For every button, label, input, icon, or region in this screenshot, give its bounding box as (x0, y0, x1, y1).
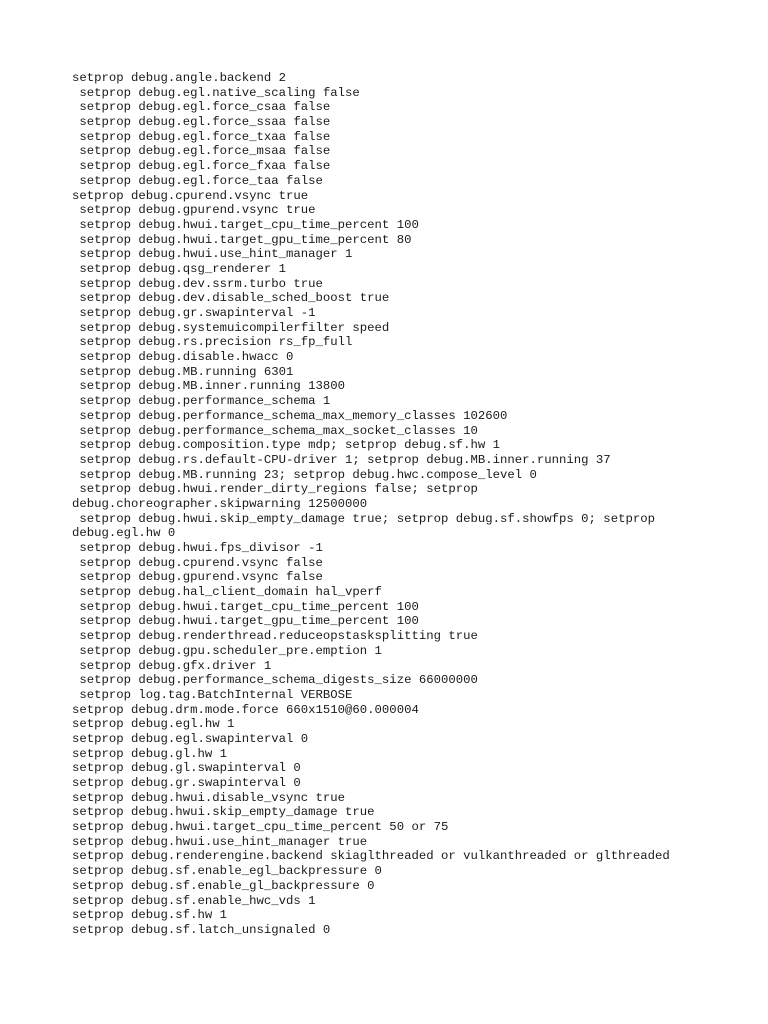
text-line: setprop debug.rs.precision rs_fp_full (72, 335, 353, 350)
text-line: setprop debug.egl.hw 1 (72, 717, 235, 732)
text-line: setprop debug.egl.native_scaling false (72, 85, 360, 100)
text-line: setprop debug.hwui.fps_divisor -1 (72, 541, 323, 555)
text-line: setprop debug.gr.swapinterval 0 (72, 776, 301, 790)
text-line: setprop debug.performance_schema_max_memory_classes 102600 (72, 408, 508, 423)
text-line: setprop debug.renderengine.backend skiaglthreaded or vulkanthreaded or glthreaded (72, 849, 670, 864)
text-line: setprop log.tag.BatchInternal VERBOSE (72, 687, 353, 702)
text-line: setprop debug.sf.latch_unsignaled 0 (72, 922, 331, 937)
text-line: debug.choreographer.skipwarning 12500000 (72, 496, 368, 511)
text-line: setprop debug.MB.running 6301 (72, 364, 294, 379)
text-line: setprop debug.performance_schema 1 (72, 394, 331, 409)
text-line: setprop debug.egl.force_txaa false (72, 129, 331, 144)
text-line: setprop debug.hwui.disable_vsync true (72, 790, 346, 805)
text-line: setprop debug.gl.hw 1 (72, 746, 227, 761)
text-line: setprop debug.sf.enable_hwc_vds 1 (72, 893, 316, 908)
text-line: setprop debug.sf.hw 1 (72, 908, 227, 923)
text-line: setprop debug.performance_schema_digests_size 66000000 (72, 673, 478, 688)
text-line: setprop debug.hal_client_domain hal_vperf (72, 585, 382, 600)
document-page (72, 71, 762, 938)
text-line: setprop debug.egl.force_csaa false (72, 100, 331, 115)
text-line: setprop debug.cpurend.vsync true (72, 188, 309, 203)
text-line: setprop debug.rs.default-CPU-driver 1; setprop debug.MB.inner.running 37 (72, 452, 611, 467)
text-line: setprop debug.egl.force_taa false (72, 173, 323, 188)
text-line: setprop debug.gl.swapinterval 0 (72, 761, 301, 776)
text-line: setprop debug.performance_schema_max_socket_classes 10 (72, 423, 478, 438)
text-line: setprop debug.gpurend.vsync false (72, 570, 323, 585)
text-line: setprop debug.drm.mode.force 660x1510@60.000004 (72, 702, 419, 717)
text-line: setprop debug.MB.inner.running 13800 (72, 379, 346, 394)
text-line: setprop debug.hwui.target_cpu_time_percent 100 (72, 217, 419, 232)
text-line: setprop debug.MB.running 23; setprop debug.hwc.compose_level 0 (72, 467, 537, 482)
text-line: setprop debug.egl.swapinterval 0 (72, 731, 309, 746)
text-line: setprop debug.egl.force_msaa false (72, 144, 331, 159)
text-line: setprop debug.disable.hwacc 0 (72, 350, 294, 365)
text-line: setprop debug.hwui.target_gpu_time_percent 80 (72, 232, 412, 247)
text-line: setprop debug.systemuicompilerfilter speed (72, 320, 390, 335)
text-line: setprop debug.hwui.use_hint_manager 1 (72, 247, 353, 262)
text-line: setprop debug.hwui.skip_empty_damage true; setprop debug.sf.showfps 0; setprop (72, 511, 655, 526)
text-line: debug.egl.hw 0 (72, 526, 176, 541)
text-line: setprop debug.hwui.target_cpu_time_percent 50 or 75 (72, 820, 449, 835)
text-line: setprop debug.gr.swapinterval -1 (72, 306, 316, 320)
text-line: setprop debug.angle.backend 2 (72, 71, 287, 85)
text-line: setprop debug.hwui.skip_empty_damage true (72, 805, 375, 820)
text-line: setprop debug.hwui.render_dirty_regions false; setprop (72, 482, 478, 497)
text-line: setprop debug.gpu.scheduler_pre.emption 1 (72, 643, 382, 658)
text-line: setprop debug.gpurend.vsync true (72, 203, 316, 218)
text-line: setprop debug.hwui.target_gpu_time_percent 100 (72, 614, 419, 629)
text-line: setprop debug.hwui.use_hint_manager true (72, 834, 368, 849)
text-line: setprop debug.sf.enable_gl_backpressure 0 (72, 878, 375, 893)
text-line: setprop debug.renderthread.reduceopstasksplitting true (72, 629, 478, 644)
text-line: setprop debug.dev.ssrm.turbo true (72, 276, 323, 291)
text-line: setprop debug.egl.force_fxaa false (72, 159, 331, 174)
text-line: setprop debug.composition.type mdp; setprop debug.sf.hw 1 (72, 438, 501, 453)
text-line: setprop debug.hwui.target_cpu_time_percent 100 (72, 599, 419, 614)
text-line: setprop debug.sf.enable_egl_backpressure 0 (72, 864, 382, 879)
text-line: setprop debug.qsg_renderer 1 (72, 261, 287, 276)
text-line: setprop debug.gfx.driver 1 (72, 658, 272, 673)
text-line: setprop debug.cpurend.vsync false (72, 555, 323, 570)
text-line: setprop debug.dev.disable_sched_boost true (72, 291, 390, 306)
text-line: setprop debug.egl.force_ssaa false (72, 115, 331, 130)
